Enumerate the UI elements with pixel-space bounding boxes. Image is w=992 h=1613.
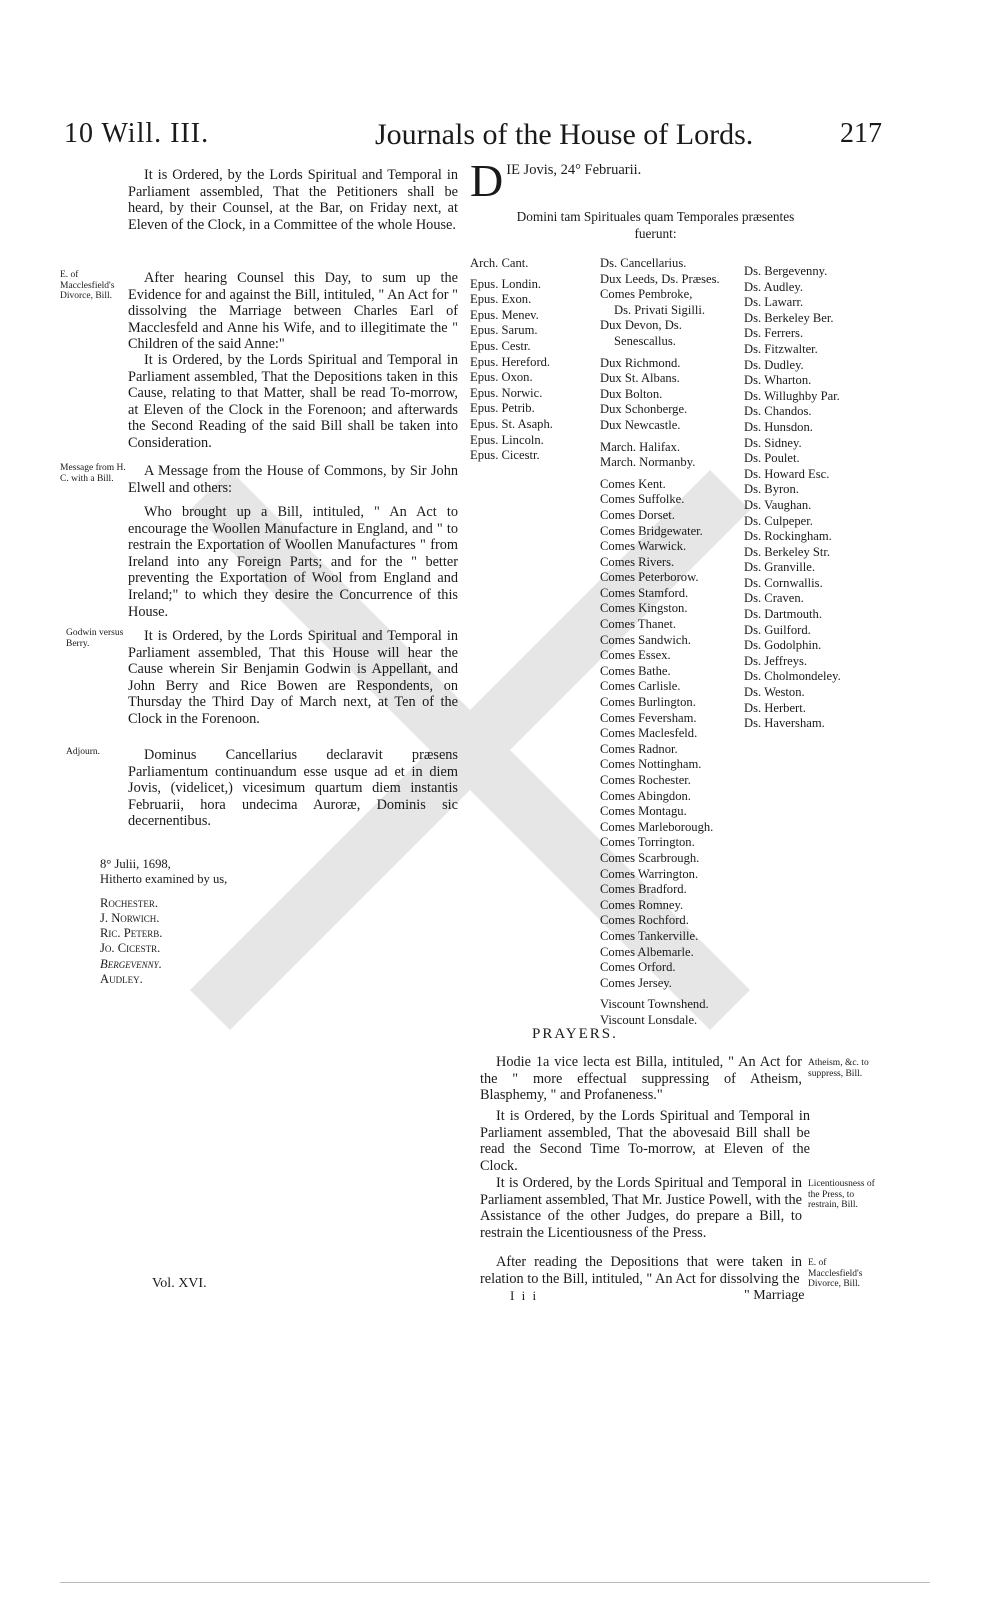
attendee: Comes Warrington. [600,866,699,881]
attendee: Comes Thanet. [600,617,677,632]
day-heading-text: IE Jovis, 24° Februarii. [506,162,642,178]
attendee: Arch. Cant. [470,256,529,270]
attendee: Comes Kent. [600,476,666,491]
running-head-regnal-year: 10 Will. III. [64,118,210,149]
attendance-column-barons [744,264,841,732]
attendee: Ds. Privati Sigilli. [614,302,705,317]
attendee: Comes Burlington. [600,695,696,710]
signer: Jo. Cicestr. [100,941,161,956]
right-para-licentiousness: It is Ordered, by the Lords Spiritual and Temporal in Parliament assembled, That Mr. Justice Powell, with the Assistance of the other Judges, do prepare a Bill, to restrain the Licentiousness of the Press. [480,1175,802,1241]
attendee: Ds. Cholmondeley. [744,669,841,684]
attendance-column-bishops [470,256,553,464]
signer: J. Norwich. [100,910,160,925]
day-heading [470,155,850,206]
attendee: Dux Richmond. [600,355,681,370]
attendee: Comes Warwick. [600,539,687,554]
attendee: Ds. Ferrers. [744,326,804,341]
attendee: Epus. Lincoln. [470,432,544,447]
attendee: Comes Radnor. [600,741,678,756]
catchword: " Marriage [744,1288,805,1303]
attendee: Ds. Granville. [744,560,815,575]
attendee: Comes Peterborow. [600,570,699,585]
attendee: Epus. Cestr. [470,338,531,353]
attendee: Comes Bradford. [600,882,687,897]
examination-text: Hitherto examined by us, [100,872,228,887]
attendee: Ds. Wharton. [744,373,812,388]
attendee: Ds. Dartmouth. [744,607,823,622]
attendee: Comes Montagu. [600,804,687,819]
signer: Bergevenny. [100,956,162,971]
attendee: Ds. Poulet. [744,451,800,466]
attendee: Dux Newcastle. [600,417,681,432]
attendee: Comes Jersey. [600,975,672,990]
examination-block [100,857,300,987]
attendee: Senescallus. [614,333,676,348]
attendee: Epus. Menev. [470,307,539,322]
attendee: Ds. Chandos. [744,404,812,419]
attendee: Epus. Petrib. [470,401,535,416]
attendee: Comes Bridgewater. [600,523,703,538]
attendee: Dux Bolton. [600,386,663,401]
attendee: Ds. Audley. [744,279,804,294]
attendee: Ds. Sidney. [744,435,802,450]
attendee: Ds. Herbert. [744,700,806,715]
attendee: Ds. Rockingham. [744,529,832,544]
attendance-column-peers [600,256,720,1029]
attendee: Ds. Fitzwalter. [744,341,818,356]
attendee: Comes Rochford. [600,913,689,928]
attendee: Ds. Dudley. [744,357,804,372]
attendee: Ds. Howard Esc. [744,466,830,481]
attendee: Epus. Sarum. [470,323,538,338]
attendee: Comes Kingston. [600,601,688,616]
attendee: Ds. Haversham. [744,716,825,731]
margin-note-message: Message from H. C. with a Bill. [60,463,126,484]
attendee: Comes Essex. [600,648,671,663]
attendee: Ds. Guilford. [744,622,811,637]
attendee: Comes Dorset. [600,507,675,522]
attendee: Comes Pembroke, [600,287,693,302]
attendee: Ds. Byron. [744,482,799,497]
attendee: Comes Marleborough. [600,819,714,834]
attendee: Comes Rivers. [600,554,675,569]
signer: Rochester. [100,895,159,910]
left-para-order-counsel: It is Ordered, by the Lords Spiritual and Temporal in Parliament assembled, That the Petitioners shall be heard, by their Counsel, at the Bar, on Friday next, at Eleven of the Clock, in a Committee of the whole House. [128,167,458,233]
attendee: Epus. Oxon. [470,370,533,385]
attendee: Epus. Hereford. [470,354,551,369]
attendee: Dux Leeds, Ds. Præses. [600,271,720,286]
attendee: Comes Torrington. [600,835,695,850]
margin-note-atheism: Atheism, &c. to suppress, Bill. [808,1058,869,1079]
attendee: Ds. Vaughan. [744,497,812,512]
attendee: Ds. Berkeley Ber. [744,310,834,325]
bottom-rule [60,1582,930,1583]
attendee: March. Normanby. [600,455,696,470]
attendee: Comes Feversham. [600,710,697,725]
attendee: Ds. Godolphin. [744,638,822,653]
attendee: Comes Albemarle. [600,944,694,959]
attendee: Viscount Townshend. [600,997,709,1012]
attendee: Comes Tankerville. [600,928,699,943]
attendee: Ds. Berkeley Str. [744,544,831,559]
attendee: Dux Schonberge. [600,402,688,417]
attendee: Ds. Culpeper. [744,513,813,528]
left-para-woollen-bill: Who brought up a Bill, intituled, " An Act to encourage the Woollen Manufacture in England, and " to restrain the Exportation of Woollen Manufactures " from Ireland into any Foreign Parts; and for the " better preventing the Exportation of Wool from England and Ireland;" to which they desire the Concurrence of this House. [128,504,458,620]
drop-cap: D [470,155,504,206]
margin-note-godwin: Godwin versus Berry. [66,628,124,649]
examination-date: 8° Julii, 1698, [100,857,171,871]
volume-footer: Vol. XVI. [152,1276,207,1291]
attendee: Comes Abingdon. [600,788,691,803]
attendee: Comes Nottingham. [600,757,702,772]
attendee: Comes Romney. [600,897,684,912]
attendee: Dux Devon, Ds. [600,318,682,333]
attendee: Comes Suffolke. [600,492,685,507]
left-para-hearing-counsel: After hearing Counsel this Day, to sum up the Evidence for and against the Bill, intituled, " An Act for " dissolving the Marriage between Charles Earl of Macclesfeld and Anne his Wife, and to illegitimate the " Children of the said Anne:" [128,270,458,353]
attendee: Ds. Cornwallis. [744,575,823,590]
attendee: Ds. Bergevenny. [744,264,828,278]
attendee: Epus. Norwic. [470,385,543,400]
attendee: March. Halifax. [600,439,681,454]
left-para-message: A Message from the House of Commons, by Sir John Elwell and others: [128,463,458,496]
margin-note-licentiousness: Licentiousness of the Press, to restrain, Bill. [808,1179,875,1210]
attendee: Epus. St. Asaph. [470,416,553,431]
domini-line-2: fuerunt: [634,226,677,241]
attendee: Epus. Exon. [470,292,532,307]
attendee: Ds. Hunsdon. [744,419,813,434]
attendee: Viscount Lonsdale. [600,1012,698,1027]
attendee: Epus. Londin. [470,276,542,291]
domini-line-1: Domini tam Spirituales quam Temporales præsentes [516,209,795,224]
attendee: Ds. Cancellarius. [600,256,687,270]
attendee: Ds. Willughby Par. [744,388,840,403]
attendee: Epus. Cicestr. [470,448,540,463]
attendee: Comes Carlisle. [600,679,681,694]
attendee: Comes Sandwich. [600,632,691,647]
attendee: Dux St. Albans. [600,371,680,386]
attendee: Ds. Lawarr. [744,295,804,310]
margin-note-adjourn: Adjourn. [66,747,101,757]
margin-note-macclesfield-2: E. of Macclesfield's Divorce, Bill. [808,1258,863,1289]
attendee: Comes Orford. [600,960,676,975]
right-para-depositions: After reading the Depositions that were taken in relation to the Bill, intituled, " An Act for dissolving the [480,1254,802,1287]
domini-heading [478,208,833,242]
attendee: Ds. Weston. [744,685,805,700]
left-para-adjournment: Dominus Cancellarius declaravit præsens Parliamentum continuandum esse usque ad et in diem Jovis, (videlicet,) vicesimum quartum diem instantis Februarii, hora undecima Auroræ, Dominis sic decernentibus. [128,747,458,830]
attendee: Ds. Jeffreys. [744,653,808,668]
attendee: Comes Rochester. [600,773,691,787]
attendee: Comes Stamford. [600,585,689,600]
attendee: Ds. Craven. [744,591,804,606]
attendee: Comes Scarbrough. [600,850,700,865]
signer: Audley. [100,972,143,987]
left-para-depositions-order: It is Ordered, by the Lords Spiritual and Temporal in Parliament assembled, That the Depositions taken in this Cause, relating to that Matter, shall be read To-morrow, at Eleven of the Clock in the Forenoon; and afterwards the Second Reading of the said Bill shall be taken into Consideration. [128,352,458,451]
attendee: Comes Maclesfeld. [600,726,698,741]
signer: Ric. Peterb. [100,926,163,941]
attendee: Comes Bathe. [600,663,671,678]
signature-mark: I i i [510,1288,539,1303]
margin-note-macclesfield: E. of Macclesfield's Divorce, Bill. [60,270,115,301]
left-para-godwin-cause: It is Ordered, by the Lords Spiritual and Temporal in Parliament assembled, That this House will hear the Cause wherein Sir Benjamin Godwin is Appellant, and John Berry and Rice Bowen are Respondents, on Thursday the Third Day of March next, at Ten of the Clock in the Forenoon. [128,628,458,727]
right-para-second-reading: It is Ordered, by the Lords Spiritual and Temporal in Parliament assembled, That the abovesaid Bill shall be read the Second Time To-morrow, at Eleven of the Clock. [480,1108,810,1174]
running-head-title: Journals of the House of Lords. [375,118,754,151]
page-number: 217 [840,118,882,149]
right-para-atheism-bill: Hodie 1a vice lecta est Billa, intituled, " An Act for the " more effectual suppressing of Atheism, Blasphemy, " and Profaneness." [480,1054,802,1104]
prayers-heading: PRAYERS. [532,1026,618,1042]
